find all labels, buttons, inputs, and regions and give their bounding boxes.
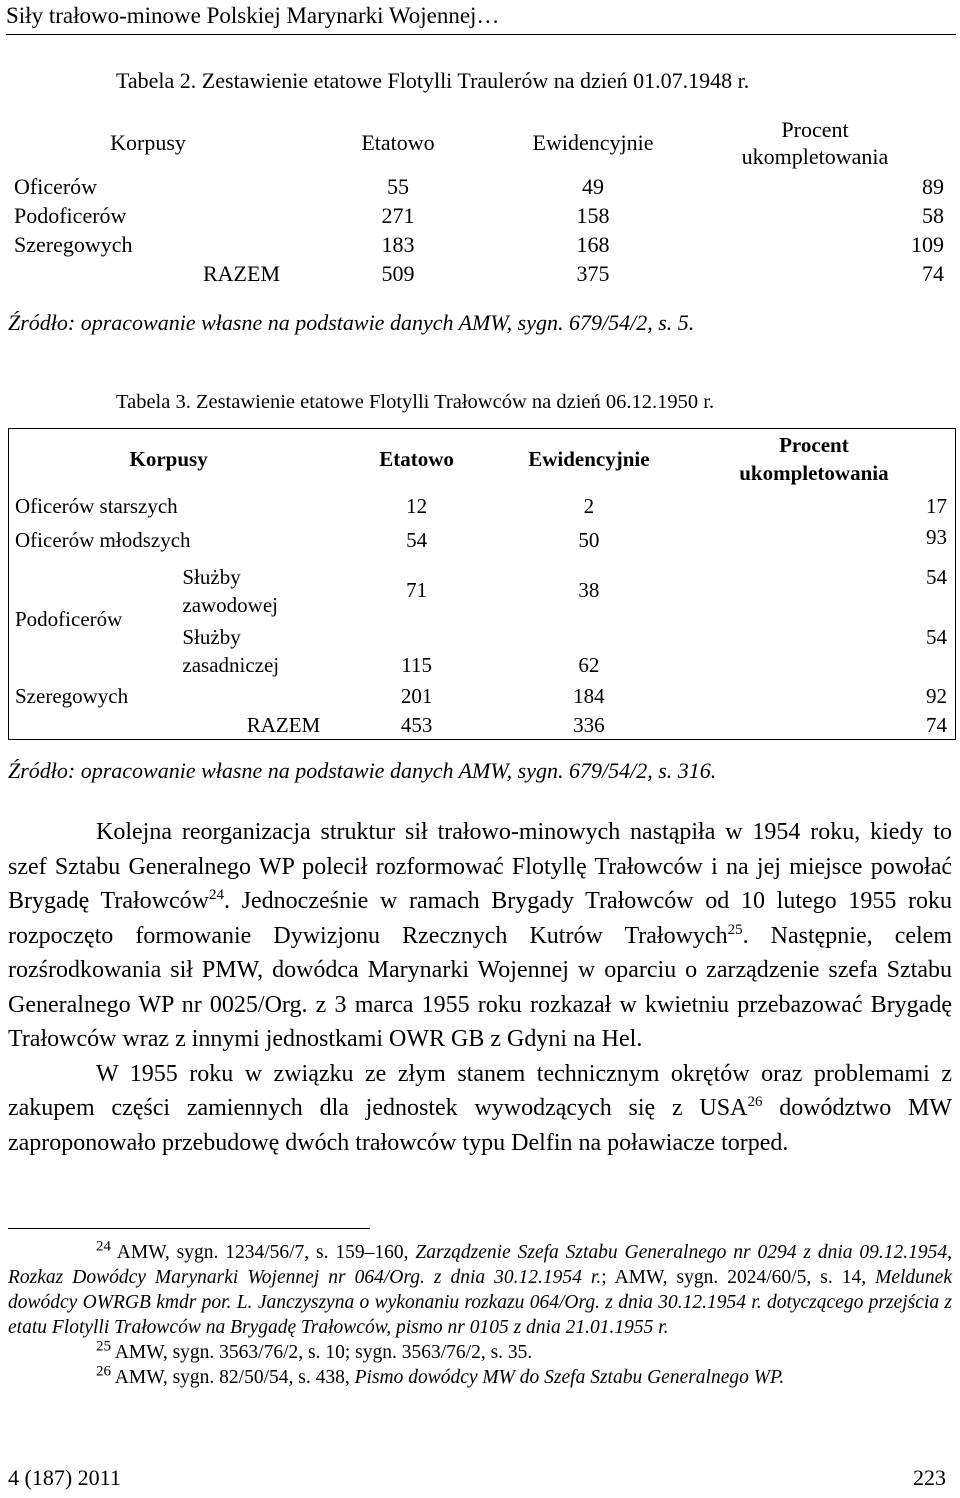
table-row xyxy=(9,681,956,710)
table3-caption: Tabela 3. Zestawienie etatowe Flotylli Trałowców na dzień 06.12.1950 r. xyxy=(116,391,715,413)
footnote-ref[interactable]: 26 xyxy=(747,1094,763,1110)
row-label: Oficerów starszych xyxy=(15,494,178,518)
table-row-total xyxy=(9,710,956,740)
cell-etatowo: 453 xyxy=(400,712,433,737)
table-row-total xyxy=(8,259,952,288)
footnotes xyxy=(8,1240,952,1390)
footnote-26 xyxy=(8,1365,952,1390)
header-procent xyxy=(678,114,952,172)
cell-etatowo: 71 xyxy=(406,578,428,602)
row-label-total: RAZEM xyxy=(246,712,321,737)
sublabel-line1: Służby xyxy=(182,625,241,649)
cell-procent: 74 xyxy=(926,712,947,737)
table-row xyxy=(8,172,952,201)
table-row xyxy=(9,557,956,623)
header-korpusy: Korpusy xyxy=(129,447,208,471)
cell-etatowo: 271 xyxy=(381,202,415,228)
cell-procent: 92 xyxy=(926,683,947,708)
header-ewidencyjnie: Ewidencyjnie xyxy=(528,447,650,471)
table2 xyxy=(8,114,952,288)
cell-procent: 54 xyxy=(926,565,947,589)
header-procent-line1: Procent xyxy=(781,117,849,142)
text-run: AMW, sygn. 1234/56/7, s. 159–160, xyxy=(111,1242,416,1263)
page-number: 223 xyxy=(913,1465,946,1490)
paragraph xyxy=(8,815,952,1057)
cell-procent: 17 xyxy=(926,494,947,518)
cell-procent: 58 xyxy=(922,202,944,228)
row-label-total: RAZEM xyxy=(203,260,280,286)
footnote-24 xyxy=(8,1240,952,1340)
text-run: AMW, sygn. 82/50/54, s. 438, xyxy=(111,1367,355,1388)
header-etatowo: Etatowo xyxy=(379,447,454,471)
table-row xyxy=(8,201,952,230)
cell-ewidencyjnie: 158 xyxy=(576,202,610,228)
row-label: Oficerów xyxy=(14,173,98,199)
text-run: . Jednocześnie w ramach Brygady Trałowców od 10 lutego 1955 roku rozpoczęto formowanie Dywizjonu Rzecznych Kutrów Trałowych xyxy=(8,888,952,949)
footnote-ref[interactable]: 25 xyxy=(727,921,743,938)
text-run-italic: Zarządzenie Szefa Sztabu Generalnego nr 0294 z dnia 09.12.1954, Rozkaz Dowódcy Marynarki Wojennej nr 064/Org. z dnia 30.12.1954 r. xyxy=(8,1242,952,1288)
text-run: dowództwo MW zaproponowało przebudowę dwóch trałowców typu Delfin na poławiacze torped. xyxy=(8,1095,952,1156)
text-run: . Następnie, celem rozśrodkowania sił PMW, dowódca Marynarki Wojennej w oparciu o zarządzenie szefa Sztabu Generalnego WP nr 0025/Org. z 3 marca 1955 roku rozkazał w kwietniu przebazować Brygadę Trałowców wraz z innymi jednostkami OWR GB z Gdyni na Hel. xyxy=(8,922,953,1052)
cell-procent: 74 xyxy=(922,260,944,286)
footnote-separator xyxy=(8,1228,370,1229)
cell-procent: 89 xyxy=(922,173,944,199)
cell-ewidencyjnie: 184 xyxy=(573,683,605,708)
cell-etatowo: 115 xyxy=(401,653,432,677)
cell-ewidencyjnie: 336 xyxy=(573,712,605,737)
text-run-italic: Pismo dowódcy MW do Szefa Sztabu Generalnego WP. xyxy=(354,1367,785,1388)
footnote-number: 25 xyxy=(96,1338,111,1355)
running-head: Siły trałowo-minowe Polskiej Marynarki Wojennej… xyxy=(6,2,956,35)
row-sublabel xyxy=(168,557,328,623)
issue-number: 4 (187) 2011 xyxy=(8,1465,121,1490)
body-text xyxy=(8,815,952,1160)
cell-etatowo: 509 xyxy=(381,260,415,286)
cell-procent: 93 xyxy=(926,525,947,549)
cell-ewidencyjnie: 38 xyxy=(578,578,600,602)
header-procent-line1: Procent xyxy=(779,433,849,457)
text-run: Kolejna reorganizacja struktur sił trałowo-minowych nastąpiła w 1954 roku, kiedy to szef Sztabu Generalnego WP polecił rozformować Flotyllę Trałowców i na jej miejsce powołać Brygadę Trałowców xyxy=(8,819,952,914)
table-row xyxy=(9,523,956,557)
footnote-ref[interactable]: 24 xyxy=(209,887,224,903)
text-run: AMW, sygn. 3563/76/2, s. 10; sygn. 3563/76/2, s. 35. xyxy=(111,1342,533,1363)
sublabel-line2: zawodowej xyxy=(182,593,279,617)
table2-header-row xyxy=(8,114,952,172)
row-label: Podoficerów xyxy=(14,202,127,228)
cell-ewidencyjnie: 50 xyxy=(578,528,600,552)
text-run: W 1955 roku w związku ze złym stanem technicznym okrętów oraz problemami z zakupem części zamiennych dla jednostek wywodzących się z USA xyxy=(8,1060,952,1121)
table3-source: Źródło: opracowanie własne na podstawie danych AMW, sygn. 679/54/2, s. 316. xyxy=(8,758,717,783)
text-run: ; AMW, sygn. 2024/60/5, s. 14, xyxy=(601,1267,876,1288)
paragraph xyxy=(8,1057,952,1161)
cell-etatowo: 183 xyxy=(381,231,415,257)
row-group-label: Podoficerów xyxy=(15,607,123,631)
cell-etatowo: 201 xyxy=(400,683,433,708)
cell-procent: 109 xyxy=(911,231,944,257)
cell-ewidencyjnie: 49 xyxy=(582,173,604,199)
header-etatowo: Etatowo xyxy=(361,130,435,155)
cell-etatowo: 54 xyxy=(406,528,428,552)
cell-ewidencyjnie: 62 xyxy=(578,653,600,677)
row-label: Oficerów młodszych xyxy=(15,528,191,552)
row-label: Szeregowych xyxy=(14,231,133,257)
header-procent-line2: ukompletowania xyxy=(741,144,889,169)
table-row xyxy=(9,489,956,523)
cell-procent: 54 xyxy=(926,625,947,649)
footnote-25 xyxy=(8,1340,952,1365)
row-sublabel xyxy=(168,623,328,681)
footnote-number: 24 xyxy=(96,1238,111,1255)
cell-etatowo: 12 xyxy=(406,494,428,518)
sublabel-line1: Służby xyxy=(182,565,241,589)
table2-caption: Tabela 2. Zestawienie etatowe Flotylli Traulerów na dzień 01.07.1948 r. xyxy=(116,68,750,93)
header-procent xyxy=(673,429,956,490)
header-procent-line2: ukompletowania xyxy=(739,461,889,485)
text-run-italic: Meldunek dowódcy OWRGB kmdr por. L. Janczyszyna o wykonaniu rozkazu 064/Org. z dnia 30.12.1954 r. dotyczącego przejścia z etatu Flotylli Trałowców na Brygadę Trałowców, pismo nr 0105 z dnia 21.01.1955 r. xyxy=(8,1267,952,1338)
cell-etatowo: 55 xyxy=(387,173,409,199)
table3 xyxy=(8,428,956,740)
row-label: Szeregowych xyxy=(15,683,129,708)
table-row xyxy=(8,230,952,259)
cell-ewidencyjnie: 375 xyxy=(576,260,610,286)
sublabel-line2: zasadniczej xyxy=(182,653,280,677)
header-korpusy: Korpusy xyxy=(110,130,186,155)
footnote-number: 26 xyxy=(96,1363,111,1380)
header-ewidencyjnie: Ewidencyjnie xyxy=(532,130,654,155)
cell-ewidencyjnie: 2 xyxy=(583,494,595,518)
cell-ewidencyjnie: 168 xyxy=(576,231,610,257)
table2-source: Źródło: opracowanie własne na podstawie danych AMW, sygn. 679/54/2, s. 5. xyxy=(8,310,695,335)
table3-header-row xyxy=(9,429,956,490)
